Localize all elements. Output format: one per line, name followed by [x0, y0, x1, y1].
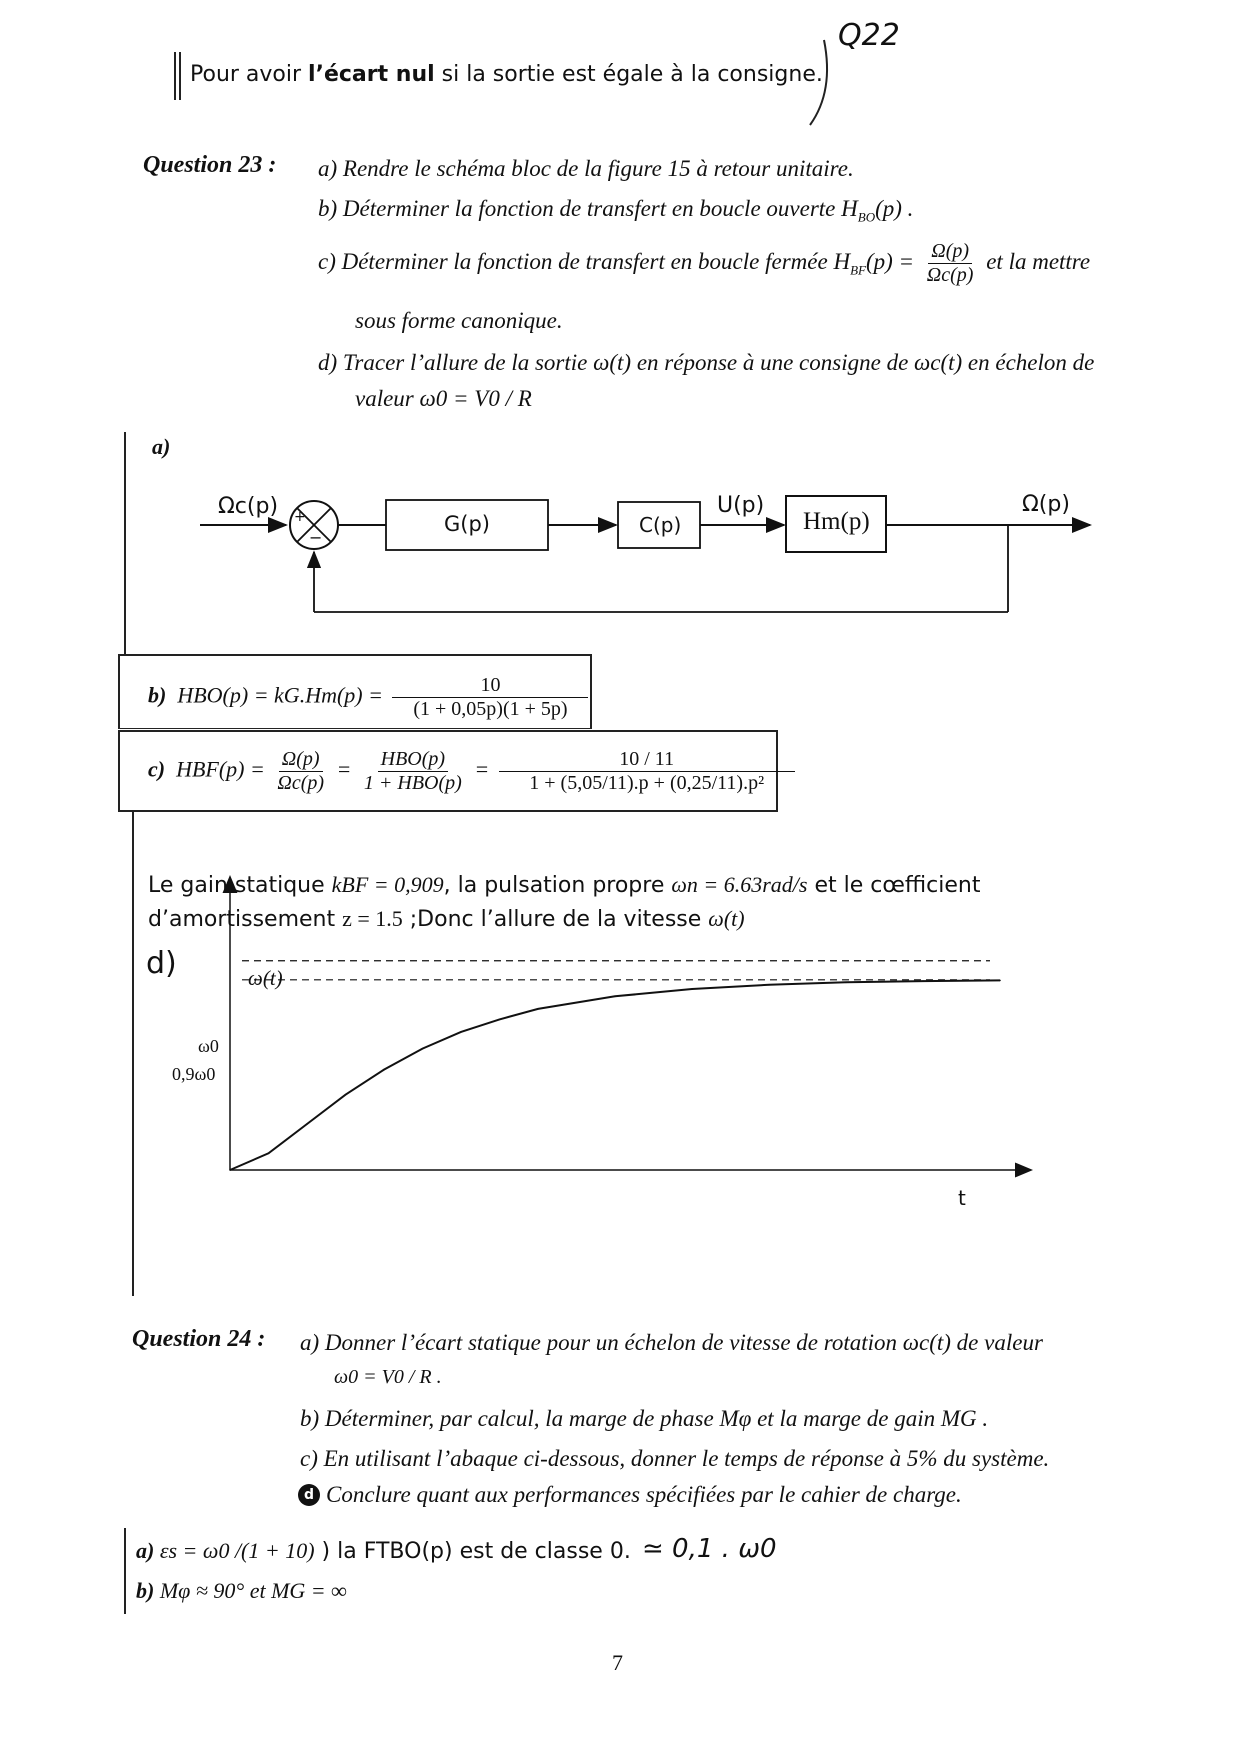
- response-point: [306, 1123, 308, 1125]
- q23-c-fraction-den: Ωc(p): [926, 264, 974, 286]
- response-point: [999, 980, 1001, 982]
- answer-b-num: 10: [392, 674, 588, 698]
- response-point: [537, 1008, 539, 1010]
- answer-c-eq2: =: [474, 756, 490, 782]
- q24-item-d: Conclure quant aux performances spécifiées par le cahier de charge.: [326, 1482, 962, 1507]
- response-point: [460, 1031, 462, 1033]
- params-text: Le gain statique: [148, 873, 332, 898]
- summing-minus: −: [309, 528, 323, 547]
- signal-u: U(p): [717, 493, 765, 518]
- answer-24-a-handwritten: ≃ 0,1 . ω0: [642, 1534, 777, 1564]
- response-point: [922, 980, 924, 982]
- answer-c-lhs: HBF(p) =: [176, 756, 265, 782]
- answer-b-den: (1 + 0,05p)(1 + 5p): [413, 698, 568, 720]
- q23-item-d-line2: valeur ω0 = V0 / R: [355, 386, 532, 411]
- top-note-text: Pour avoir: [190, 62, 309, 87]
- q24-item-d-marker: d: [298, 1484, 320, 1506]
- summing-plus: +: [294, 509, 306, 525]
- response-point: [383, 1069, 385, 1071]
- answer-c-f3-den: 1 + (5,05/11).p + (0,25/11).p²: [529, 772, 765, 794]
- response-point: [691, 988, 693, 990]
- block-hm: Hm(p): [803, 508, 870, 535]
- answer-c-eq1: =: [336, 756, 352, 782]
- answer-c-f2-num: HBO(p): [378, 748, 448, 772]
- answer-margin-bar: [124, 1528, 126, 1614]
- response-point: [614, 996, 616, 998]
- response-point: [229, 1169, 231, 1171]
- answer-24-b-text: Mφ ≈ 90° et MG = ∞: [159, 1578, 347, 1603]
- params-text: d’amortissement: [148, 907, 343, 932]
- block-g: G(p): [444, 512, 490, 536]
- params-text: et le cœfficient: [807, 873, 981, 898]
- answer-c-f1-den: Ωc(p): [277, 772, 325, 794]
- level-label-omega0: ω0: [198, 1036, 219, 1056]
- answer-c-f2-den: 1 + HBO(p): [363, 772, 462, 794]
- answer-c-label: c): [148, 756, 166, 782]
- q23-item-c-mid: (p) =: [865, 248, 915, 274]
- page-number: 7: [612, 1650, 623, 1675]
- response-point: [268, 1152, 270, 1154]
- q23-item-c-sub: BF: [850, 262, 866, 278]
- q23-item-d: d) Tracer l’allure de la sortie ω(t) en réponse à une consigne de ωc(t) en échelon de: [318, 350, 1095, 375]
- answer-24-b: [136, 1578, 347, 1604]
- answer-c-f1-num: Ω(p): [279, 748, 323, 772]
- answer-a-label: a): [152, 434, 171, 459]
- response-point: [845, 982, 847, 984]
- response-point: [768, 984, 770, 986]
- params-text: ;Donc l’allure de la vitesse: [402, 907, 709, 932]
- q23-item-b-tail: (p) .: [875, 196, 914, 221]
- q23-item-c-line2: sous forme canonique.: [355, 308, 563, 333]
- answer-24-a-text: ) la FTBO(p) est de classe 0.: [314, 1539, 631, 1564]
- response-curve: [230, 980, 1000, 1170]
- question-24-heading: Question 24 :: [132, 1326, 266, 1352]
- q23-item-b-sub: BO: [857, 209, 876, 225]
- answer-24-b-label: b): [136, 1578, 155, 1603]
- q24-item-c: c) En utilisant l’abaque ci-dessous, donner le temps de réponse à 5% du système.: [300, 1446, 1050, 1471]
- answer-24-a-eq: εs = ω0 /(1 + 10): [159, 1538, 315, 1563]
- level-label-09omega0: 0,9ω0: [172, 1064, 216, 1084]
- response-point: [422, 1048, 424, 1050]
- q24-item-a: a) Donner l’écart statique pour un échelon de vitesse de rotation ωc(t) de valeur: [300, 1330, 1043, 1355]
- block-c: C(p): [639, 513, 682, 537]
- q23-item-b-text: b) Déterminer la fonction de transfert en boucle ouverte H: [318, 196, 858, 221]
- top-note-text-end: si la sortie est égale à la consigne.: [434, 62, 823, 87]
- diagram-input-label: Ωc(p): [218, 494, 279, 519]
- diagram-output-label: Ω(p): [1022, 492, 1070, 517]
- param-omega-n: ωn = 6.63rad/s: [671, 872, 808, 897]
- param-zeta: z = 1.5: [342, 906, 403, 931]
- q23-c-fraction-num: Ω(p): [928, 240, 972, 264]
- top-note-bold: l’écart nul: [308, 62, 435, 87]
- response-point: [345, 1094, 347, 1096]
- q23-item-a: a) Rendre le schéma bloc de la figure 15 à retour unitaire.: [318, 156, 854, 181]
- params-text: , la pulsation propre: [443, 873, 672, 898]
- handwritten-tag: Q22: [838, 18, 900, 53]
- answer-24-a-label: a): [136, 1538, 155, 1563]
- answer-24-a: [136, 1538, 631, 1564]
- answer-c-f3-num: 10 / 11: [499, 748, 795, 772]
- q24-item-a-line2: ω0 = V0 / R .: [334, 1366, 442, 1388]
- answer-b-label: b): [148, 682, 167, 708]
- response-point: [499, 1019, 501, 1021]
- q23-item-c-end: et la mettre: [980, 248, 1091, 274]
- question-23-heading: Question 23 :: [143, 152, 277, 178]
- graph-y-axis-label: ω(t): [248, 966, 283, 990]
- answer-b-lhs: HBO(p) = kG.Hm(p) =: [177, 682, 383, 708]
- q23-item-c-text: c) Déterminer la fonction de transfert en boucle fermée H: [318, 248, 851, 274]
- graph-label-d: d): [146, 946, 177, 981]
- param-k-bf: kBF = 0,909: [331, 872, 444, 897]
- q24-item-b: b) Déterminer, par calcul, la marge de phase Mφ et la marge de gain MG .: [300, 1406, 989, 1431]
- param-omega-t: ω(t): [708, 906, 745, 931]
- graph-x-axis-label: t: [958, 1186, 966, 1210]
